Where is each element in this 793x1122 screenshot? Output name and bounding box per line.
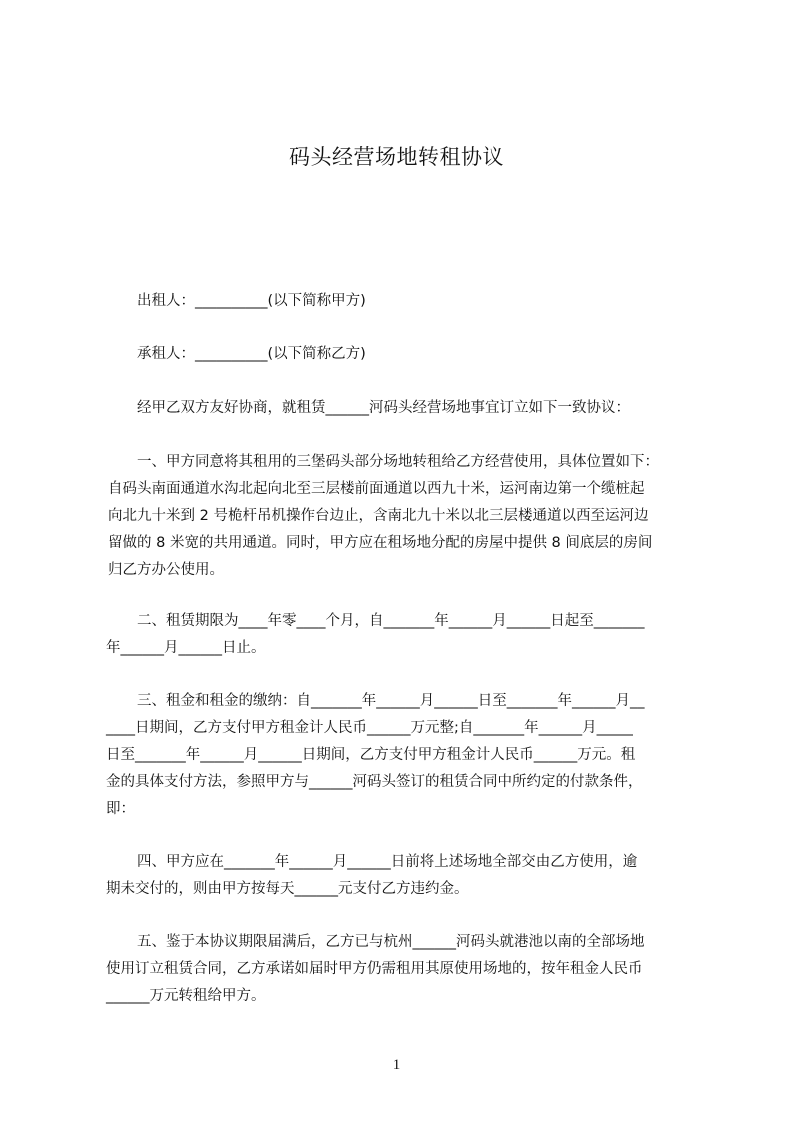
document-title: 码头经营场地转租协议 bbox=[289, 145, 504, 169]
clause5-line: ______万元转租给甲方。 bbox=[106, 988, 266, 1004]
intro-line: 经甲乙双方友好协商，就租赁______河码头经营场地事宜订立如下一致协议： bbox=[137, 400, 630, 416]
clause3-line: 即： bbox=[106, 801, 135, 817]
clause5-line: 五、鉴于本协议期限届满后，乙方已与杭州______河码头就港池以南的全部场地 bbox=[137, 934, 645, 950]
clause1-line: 归乙方办公使用。 bbox=[108, 562, 224, 578]
clause3-line: 日至_______年______月______日期间，乙方支付甲方租金计人民币______万元。租 bbox=[106, 747, 636, 763]
clause1-line: 一、甲方同意将其租用的三堡码头部分场地转租给乙方经营使用，具体位置如下： bbox=[137, 454, 659, 470]
lessee-line: 承租人：__________(以下简称乙方) bbox=[137, 346, 366, 362]
page-number: 1 bbox=[392, 1057, 401, 1073]
clause1-line: 留做的 8 米宽的共用通道。同时，甲方应在租场地分配的房屋中提供 8 间底层的房间 bbox=[108, 535, 653, 551]
clause4-line: 期未交付的，则由甲方按每天______元支付乙方违约金。 bbox=[106, 881, 469, 897]
clause3-line: 三、租金和租金的缴纳：自_______年______月______日至_______年______月__ bbox=[137, 693, 645, 709]
lessor-line: 出租人：__________(以下简称甲方) bbox=[137, 293, 366, 309]
clause3-line: 金的具体支付方法，参照甲方与______河码头签订的租赁合同中所约定的付款条件， bbox=[106, 774, 643, 790]
clause4-line: 四、甲方应在_______年______月______日前将上述场地全部交由乙方使用，逾 bbox=[137, 854, 638, 870]
clause5-line: 使用订立租赁合同，乙方承诺如届时甲方仍需租用其原使用场地的，按年租金人民币 bbox=[106, 961, 643, 977]
clause2-line: 二、租赁期限为____年零____个月，自_______年______月______日起至_______ bbox=[137, 613, 645, 629]
clause2-line: 年______月______日止。 bbox=[106, 640, 266, 656]
clause1-line: 向北九十米到 2 号桅杆吊机操作台边止，含南北九十米以北三层楼通道以西至运河边 bbox=[108, 508, 649, 524]
clause3-line: ____日期间，乙方支付甲方租金计人民币______万元整;自_______年______月_____ bbox=[106, 720, 633, 736]
clause1-line: 自码头南面通道水沟北起向北至三层楼前面通道以西九十米，运河南边第一个缆桩起 bbox=[108, 481, 645, 497]
